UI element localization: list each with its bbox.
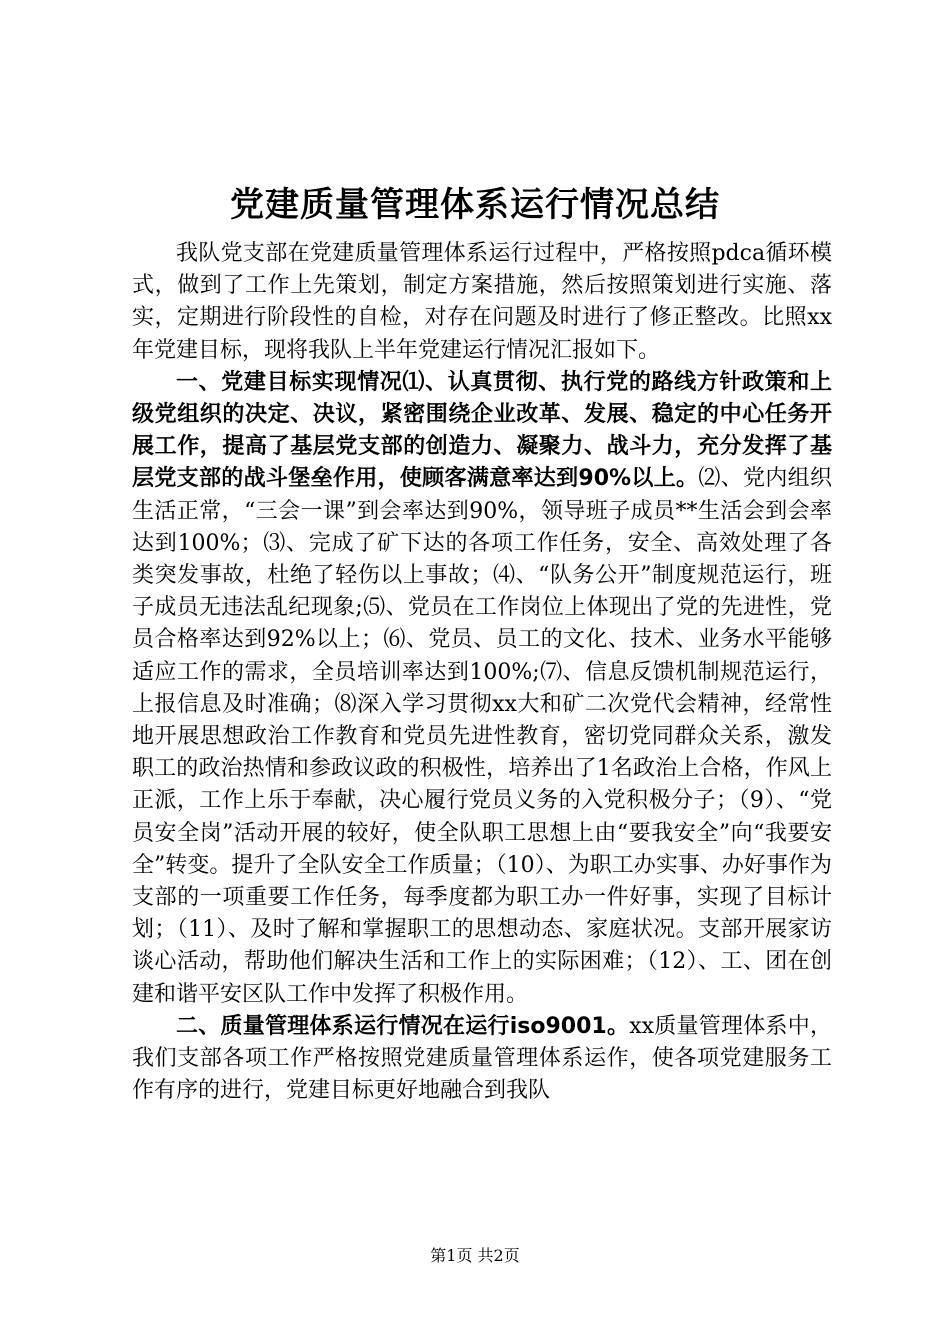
section-two-text: xx质量管理体系中，我们支部各项工作严格按照党建质量管理体系运作，使各项党建服务工作有序的进行，党建目标更好地融合到我队 — [132, 1013, 832, 1104]
section-one-text: ⑵、党内组织生活正常，“三会一课”到会率达到90%，领导班子成员**生活会到会率达到100%；⑶、完成了矿下达的各项工作任务，安全、高效处理了各类突发事故，杜绝了轻伤以上事故；⑷、“队务公开”制度规范运行，班子成员无违法乱纪现象;⑸、党员在工作岗位上体现出了党的先进性，党员合格率达到92%以上；⑹、党员、员工的文化、技术、业务水平能够适应工作的需求，全员培训率达到100%;⑺、信息反馈机制规范运行，上报信息及时准确；⑻深入学习贯彻xx大和矿二次党代会精神，经常性地开展思想政治工作教育和党员先进性教育，密切党同群众关系，激发职工的政治热情和参政议政的积极性，培养出了1名政治上合格，作风上正派，工作上乐于奉献，决心履行党员义务的入党积极分子；（9）、“党员安全岗”活动开展的较好，使全队职工思想上由“要我安全”向“我要安全”转变。提升了全队安全工作质量；（10）、为职工办实事、办好事作为支部的一项重要工作任务，每季度都为职工办一件好事，实现了目标计划；（11）、及时了解和掌握职工的思想动态、家庭状况。支部开展家访谈心活动，帮助他们解决生活和工作上的实际困难；（12）、工、团在创建和谐平安区队工作中发挥了积极作用。 — [132, 466, 832, 1007]
intro-paragraph-text: 我队党支部在党建质量管理体系运行过程中，严格按照pdca循环模式，做到了工作上先策划，制定方案措施，然后按照策划进行实施、落实，定期进行阶段性的自检，对存在问题及时进行了修正整改。比照xx年党建目标，现将我队上半年党建运行情况汇报如下。 — [132, 241, 832, 363]
section-two-heading: 二、质量管理体系运行情况在运行iso9001。 — [176, 1013, 630, 1039]
document-body — [132, 238, 832, 1107]
section-two-paragraph — [132, 1011, 832, 1108]
intro-paragraph — [132, 238, 832, 367]
section-one-heading: 一、党建目标实现情况⑴、认真贯彻、执行党的路线方针政策和上级党组织的决定、决议，紧密围绕企业改革、发展、稳定的中心任务开展工作，提高了基层党支部的创造力、凝聚力、战斗力，充分发挥了基层党支部的战斗堡垒作用，使顾客满意率达到90%以上。 — [132, 369, 832, 492]
page-number-footer: 第1页 共2页 — [430, 1246, 520, 1265]
document-title: 党建质量管理体系运行情况总结 — [230, 185, 720, 225]
section-one-paragraph — [132, 367, 832, 1011]
